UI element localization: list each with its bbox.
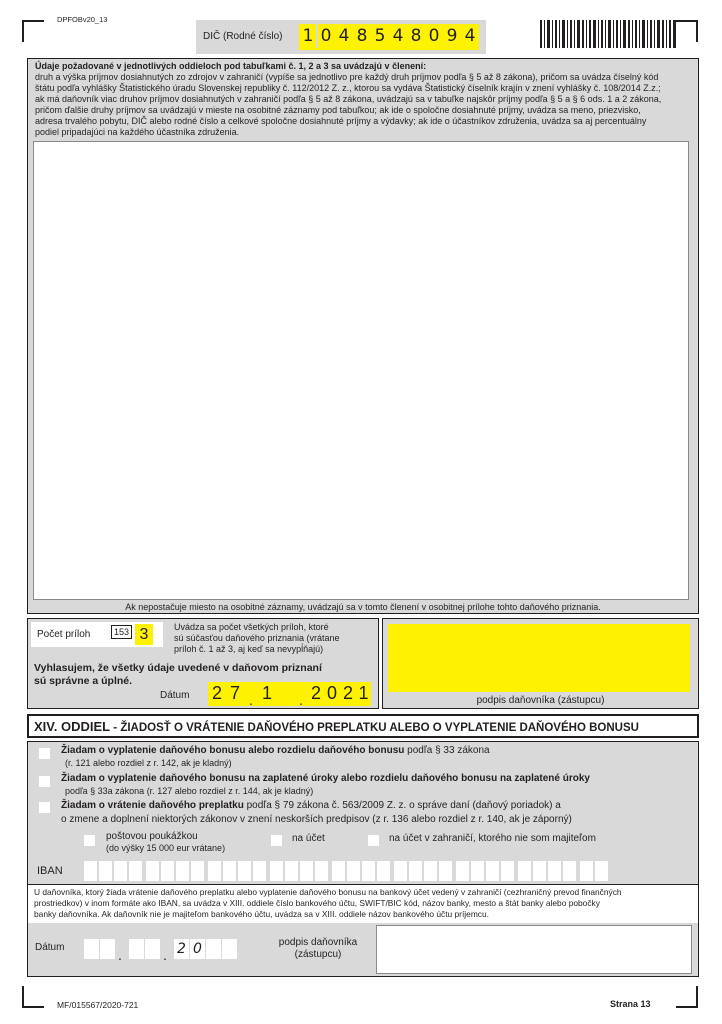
notes-line: pričom ďalšie druhy príjmov sa uvádzajú v mieste na osobitné záznamy pod tabuľkou; ak ide o spoločne dosiahnuté príjmy, uvádza sa meno, priezvisko,: [35, 105, 641, 115]
notes-section: [27, 58, 699, 614]
date-label: Dátum: [160, 690, 190, 701]
notes-line: druh a výška príjmov dosiahnutých zo zdrojov v zahraničí (vypíše sa jednotlivo pre každý druh príjmov podľa § 5 až 8 zákona), pričom sa uvádza číselný kód: [35, 72, 659, 82]
iban-label: IBAN: [37, 865, 63, 877]
xiv-date-month-box[interactable]: [145, 939, 160, 959]
request-line2: podľa § 33a zákona (r. 127 alebo rozdiel z r. 144, ak je kladný): [65, 786, 314, 796]
attachments-desc: príloh č. 1 až 3, aj keď sa nevypĺňajú): [174, 644, 324, 654]
iban-digit-box[interactable]: [595, 861, 608, 881]
iban-digit-box[interactable]: [238, 861, 251, 881]
dic-digit: 4: [338, 26, 350, 46]
info-line: banky daňovníka. Ak daňovník nie je majiteľom bankového účtu, uvádza sa v XIII. oddiele názov bankového účtu príjemcu.: [34, 909, 489, 919]
iban-digit-box[interactable]: [501, 861, 514, 881]
dic-digit: 5: [374, 26, 386, 46]
iban-digit-box[interactable]: [424, 861, 437, 881]
overpayment-request-checkbox[interactable]: [39, 802, 50, 813]
xiv-date-month-box[interactable]: [129, 939, 144, 959]
date-field[interactable]: [208, 682, 371, 706]
iban-digit-box[interactable]: [146, 861, 159, 881]
corner-mark-bottom-left: [22, 986, 44, 1008]
iban-digit-box[interactable]: [486, 861, 499, 881]
notes-line: podiel pripadajúci na každého účastníka združenia.: [35, 127, 240, 137]
account-label: na účet: [292, 833, 325, 844]
notes-line: ak má daňovník viac druhov príjmov dosiahnutých v zahraničí podľa § 5 až 8 zákona, uvádzajú sa v tabuľke najskôr príjmy podľa § 5 a § 6 ods. 1 a 2 zákona,: [35, 94, 662, 104]
notes-footer: Ak nepostačuje miesto na osobitné záznamy, uvádzajú sa v tomto členení v osobitnej prílohe tohto daňového priznania.: [125, 602, 601, 612]
dic-digit: 8: [410, 26, 422, 46]
interest-bonus-request-checkbox[interactable]: [39, 776, 50, 787]
request-bold: Žiadam o vyplatenie daňového bonusu na zaplatené úroky alebo rozdielu daňového bonusu na zaplatené úroky: [61, 773, 590, 784]
line-number-box: 153: [111, 625, 132, 639]
date-separator: .: [249, 692, 253, 708]
postal-order-label: poštovou poukážkou: [106, 831, 198, 842]
date-digit: 2: [211, 683, 222, 703]
request-bold: Žiadam o vrátenie daňového preplatku: [61, 800, 244, 811]
dic-digit: 0: [428, 26, 440, 46]
iban-digit-box[interactable]: [99, 861, 112, 881]
iban-digit-box[interactable]: [362, 861, 375, 881]
foreign-account-checkbox[interactable]: [368, 835, 379, 846]
date-separator: .: [299, 692, 303, 708]
iban-digit-box[interactable]: [533, 861, 546, 881]
info-line: prostriedkov) v inom formáte ako IBAN, sa uvádza v XIII. oddiele číslo bankového účtu, SWIFT/BIC kód, názov banky, mesto a štát banky alebo pobočky: [34, 898, 600, 908]
page-number: Strana 13: [610, 999, 651, 1009]
request-bold: Žiadam o vyplatenie daňového bonusu alebo rozdielu daňového bonusu: [61, 745, 405, 756]
iban-digit-box[interactable]: [191, 861, 204, 881]
signature-field[interactable]: [388, 624, 690, 692]
declaration-line: Vyhlasujem, že všetky údaje uvedené v daňovom priznaní: [34, 662, 322, 674]
attachments-desc: Uvádza sa počet všetkých príloh, ktoré: [174, 622, 329, 632]
date-digit: 1: [261, 683, 272, 703]
iban-digit-box[interactable]: [563, 861, 576, 881]
attachments-panel: [27, 618, 379, 709]
foreign-account-label: na účet v zahraničí, ktorého nie som majiteľom: [389, 833, 596, 844]
dic-digit: 8: [356, 26, 368, 46]
iban-digit-box[interactable]: [300, 861, 313, 881]
xiv-date-year-digit: 2: [174, 939, 189, 959]
dic-digit: 4: [392, 26, 404, 46]
form-number: MF/015567/2020-721: [57, 1000, 139, 1010]
notes-line: adresa trvalého pobytu, DIČ alebo rodné číslo a celkové spoločne dosiahnuté príjmy a výdavky; ak ide o účastníkov združenia, uvádza sa aj percentuálny: [35, 116, 647, 126]
dic-digit: 1: [302, 26, 314, 46]
declaration-line: sú správne a úplné.: [34, 675, 133, 687]
notes-heading: Údaje požadované v jednotlivých oddieloch pod tabuľkami č. 1, 2 a 3 sa uvádzajú v členení:: [35, 61, 427, 71]
signature-caption: podpis daňovníka (zástupcu): [476, 695, 605, 706]
xiv-signature-field[interactable]: [376, 925, 692, 974]
attachments-label: Počet príloh: [37, 629, 91, 640]
signature-panel: [382, 618, 699, 709]
xiv-signature-label: podpis daňovníka: [278, 937, 358, 948]
corner-mark-top-left: [22, 20, 44, 42]
attachments-count-input[interactable]: 3: [135, 624, 153, 645]
iban-digit-box[interactable]: [377, 861, 390, 881]
xiv-date-year-digit: 0: [190, 939, 205, 959]
iban-digit-box[interactable]: [161, 861, 174, 881]
iban-digit-box[interactable]: [253, 861, 266, 881]
iban-digit-box[interactable]: [332, 861, 345, 881]
special-records-area[interactable]: [33, 141, 689, 600]
dic-field[interactable]: [299, 24, 479, 50]
postal-order-sublabel: (do výšky 15 000 eur vrátane): [106, 843, 226, 853]
xiv-signature-label: (zástupcu): [294, 949, 342, 960]
dic-label: DIČ (Rodné číslo): [203, 31, 283, 42]
iban-digit-box[interactable]: [285, 861, 298, 881]
corner-mark-bottom-right: [676, 986, 698, 1008]
iban-digit-box[interactable]: [208, 861, 221, 881]
section-xiv-number: XIV. ODDIEL: [34, 719, 111, 734]
request-line2: o zmene a doplnení niektorých zákonov v znení neskorších predpisov (z r. 136 alebo rozdiel z r. 140, ak je záporný): [61, 814, 572, 825]
xiv-date-separator: .: [163, 947, 167, 963]
dic-panel: [196, 20, 486, 54]
dic-digit: 0: [320, 26, 332, 46]
form-code: DPFOBv20_13: [57, 15, 108, 24]
barcode: [540, 20, 680, 48]
iban-digit-box[interactable]: [84, 861, 97, 881]
account-checkbox[interactable]: [271, 835, 282, 846]
date-digit: 2: [342, 683, 353, 703]
xiv-date-separator: .: [118, 947, 122, 963]
iban-digit-box[interactable]: [456, 861, 469, 881]
date-digit: 2: [310, 683, 321, 703]
request-rest: podľa § 33 zákona: [404, 745, 490, 756]
iban-digit-box[interactable]: [439, 861, 452, 881]
xiv-date-day-box[interactable]: [84, 939, 99, 959]
request-line2: (r. 121 alebo rozdiel z r. 142, ak je kladný): [65, 758, 232, 768]
iban-digit-box[interactable]: [129, 861, 142, 881]
info-line: U daňovníka, ktorý žiada vrátenie daňového preplatku alebo vyplatenie daňového bonusu na bankový účet vedený v zahraničí (cezhraničný prevod finančných: [34, 887, 622, 897]
attachments-desc: sú súčasťou daňového priznania (vrátane: [174, 633, 340, 643]
xiv-date-label: Dátum: [35, 942, 65, 953]
iban-digit-box[interactable]: [347, 861, 360, 881]
iban-digit-box[interactable]: [471, 861, 484, 881]
xiv-date-year-box[interactable]: [206, 939, 221, 959]
section-xiv-title: - ŽIADOSŤ O VRÁTENIE DAŇOVÉHO PREPLATKU ALEBO O VYPLATENIE DAŇOVÉHO BONUSU: [110, 722, 639, 734]
iban-digit-box[interactable]: [176, 861, 189, 881]
section-xiv-header: [27, 714, 699, 738]
dic-digit: 4: [464, 26, 476, 46]
date-digit: 7: [229, 683, 240, 703]
postal-order-checkbox[interactable]: [84, 835, 95, 846]
iban-digit-box[interactable]: [315, 861, 328, 881]
date-digit: 0: [326, 683, 337, 703]
iban-digit-box[interactable]: [223, 861, 236, 881]
bonus-request-checkbox[interactable]: [39, 748, 50, 759]
date-digit: 1: [358, 683, 369, 703]
request-rest: podľa § 79 zákona č. 563/2009 Z. z. o správe daní (daňový poriadok) a: [243, 800, 561, 811]
notes-line: štátu podľa vyhlášky Štatistického úradu Slovenskej republiky č. 112/2012 Z. z., ktorou sa vydáva Štatistický číselník krajín v znení vyhlášky č. 108/2014 Z.z.;: [35, 83, 661, 93]
iban-digit-box[interactable]: [394, 861, 407, 881]
xiv-date-year-box[interactable]: [222, 939, 237, 959]
iban-digit-box[interactable]: [409, 861, 422, 881]
iban-digit-box[interactable]: [580, 861, 593, 881]
iban-digit-box[interactable]: [518, 861, 531, 881]
dic-digit: 9: [446, 26, 458, 46]
xiv-date-day-box[interactable]: [100, 939, 115, 959]
iban-digit-box[interactable]: [270, 861, 283, 881]
iban-digit-box[interactable]: [548, 861, 561, 881]
info-panel: [27, 885, 699, 977]
iban-digit-box[interactable]: [114, 861, 127, 881]
